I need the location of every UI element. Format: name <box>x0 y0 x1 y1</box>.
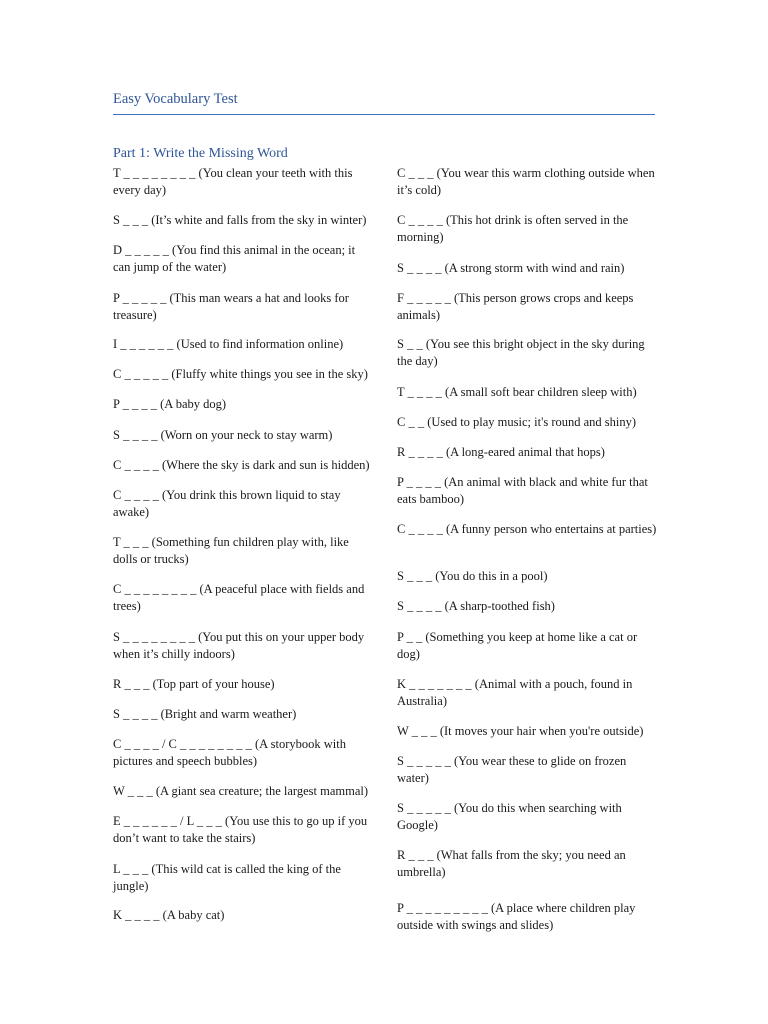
vocab-item: T _ _ _ _ (A small soft bear children sleep with) <box>397 385 637 399</box>
vocab-item: K _ _ _ _ _ _ _ (Animal with a pouch, found in Australia) <box>397 677 633 708</box>
section-heading: Part 1: Write the Missing Word <box>113 146 288 161</box>
vocab-item: S _ _ _ (You do this in a pool) <box>397 569 548 583</box>
vocab-item: S _ _ (You see this bright object in the sky during the day) <box>397 337 645 368</box>
vocab-item: C _ _ _ _ _ (Fluffy white things you see in the sky) <box>113 367 368 381</box>
vocab-item: R _ _ _ _ (A long-eared animal that hops) <box>397 445 605 459</box>
vocab-item: R _ _ _ (Top part of your house) <box>113 677 275 691</box>
vocab-item: S _ _ _ _ (Bright and warm weather) <box>113 707 297 721</box>
vocab-item: I _ _ _ _ _ _ (Used to find information online) <box>113 337 344 351</box>
vocab-item: S _ _ _ _ (A sharp-toothed fish) <box>397 599 555 613</box>
vocab-item: K _ _ _ _ (A baby cat) <box>113 908 225 922</box>
vocab-item: S _ _ _ _ _ (You do this when searching with Google) <box>397 801 622 832</box>
vocab-item: C _ _ _ _ _ _ _ _ (A peaceful place with fields and trees) <box>113 582 365 613</box>
vocab-item: S _ _ _ _ _ (You wear these to glide on frozen water) <box>397 754 627 785</box>
title-underline <box>113 114 655 115</box>
vocab-item: D _ _ _ _ _ (You find this animal in the ocean; it can jump of the water) <box>113 243 356 274</box>
vocab-item: R _ _ _ (What falls from the sky; you need an umbrella) <box>397 848 626 879</box>
vocab-item: C _ _ _ _ (You drink this brown liquid to stay awake) <box>113 488 341 519</box>
vocab-item: T _ _ _ _ _ _ _ _ (You clean your teeth with this every day) <box>113 166 353 197</box>
vocab-item: L _ _ _ (This wild cat is called the king of the jungle) <box>113 862 341 893</box>
vocab-item: F _ _ _ _ _ (This person grows crops and keeps animals) <box>397 291 634 322</box>
vocab-item: C _ _ _ _ (A funny person who entertains at parties) <box>397 522 657 536</box>
vocab-item: C _ _ _ _ (Where the sky is dark and sun is hidden) <box>113 458 370 472</box>
vocab-item: P _ _ _ _ _ (This man wears a hat and looks for treasure) <box>113 291 349 322</box>
vocab-item: C _ _ _ (You wear this warm clothing outside when it’s cold) <box>397 166 655 197</box>
vocab-item: W _ _ _ (A giant sea creature; the largest mammal) <box>113 784 369 798</box>
vocab-item: S _ _ _ (It’s white and falls from the sky in winter) <box>113 213 367 227</box>
vocab-item: P _ _ _ _ (A baby dog) <box>113 397 227 411</box>
vocab-item: C _ _ _ _ / C _ _ _ _ _ _ _ _ (A storybook with pictures and speech bubbles) <box>113 737 346 768</box>
vocab-item: S _ _ _ _ _ _ _ _ (You put this on your upper body when it’s chilly indoors) <box>113 630 365 661</box>
vocab-item: S _ _ _ _ (Worn on your neck to stay warm) <box>113 428 333 442</box>
vocab-item: T _ _ _ (Something fun children play with, like dolls or trucks) <box>113 535 349 566</box>
vocab-item: C _ _ _ _ (This hot drink is often served in the morning) <box>397 213 629 244</box>
vocab-item: E _ _ _ _ _ _ / L _ _ _ (You use this to go up if you don’t want to take the stairs) <box>113 814 368 845</box>
vocab-item: P _ _ _ _ _ _ _ _ _ (A place where children play outside with swings and slides) <box>397 901 636 932</box>
vocab-item: C _ _ (Used to play music; it's round and shiny) <box>397 415 637 429</box>
vocab-item: W _ _ _ (It moves your hair when you're outside) <box>397 724 644 738</box>
vocab-item: P _ _ (Something you keep at home like a cat or dog) <box>397 630 638 661</box>
document-title: Easy Vocabulary Test <box>113 91 238 107</box>
vocab-item: P _ _ _ _ (An animal with black and white fur that eats bamboo) <box>397 475 648 506</box>
vocab-item: S _ _ _ _ (A strong storm with wind and rain) <box>397 261 625 275</box>
